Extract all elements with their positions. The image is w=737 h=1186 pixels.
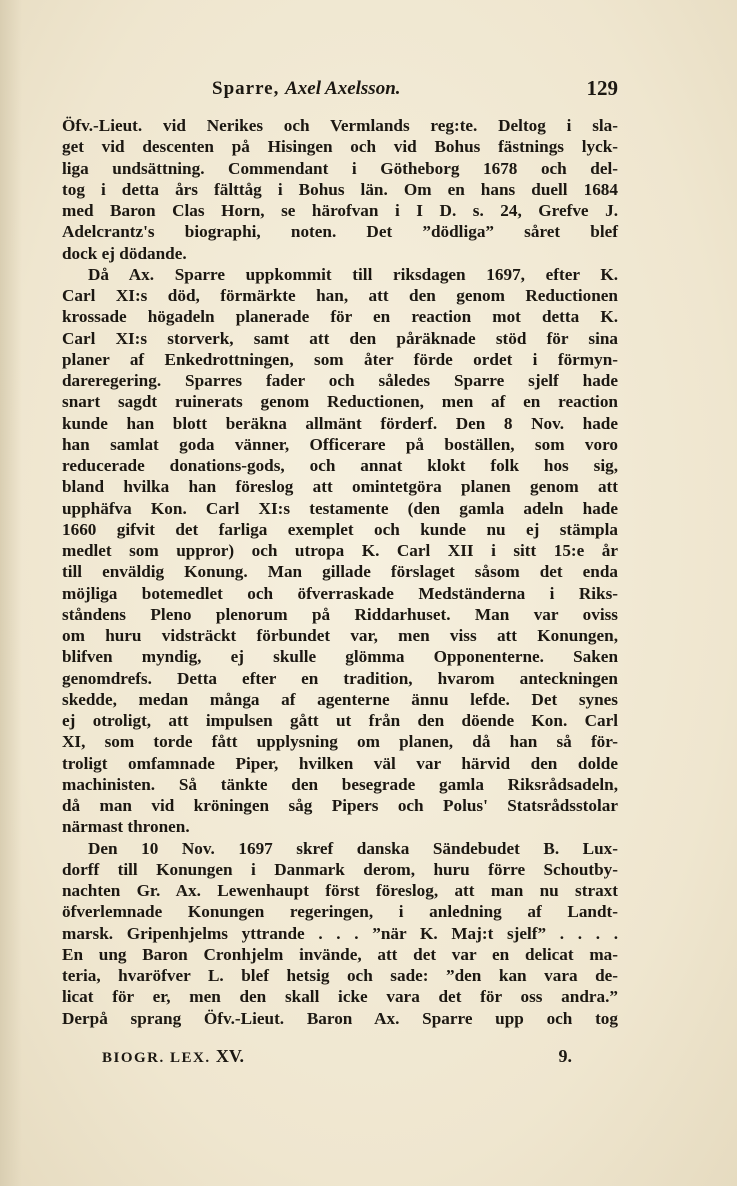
text-line: liga undsättning. Commendant i Götheborg 1678 och del- [62,158,618,178]
text-line: get vid descenten på Hisingen och vid Bohus fästnings lyck- [62,137,618,157]
text-line: dorff till Konungen i Danmark derom, huru förre Schoutby- [62,859,618,879]
text-line: kunde han blott beräkna allmänt förderf. Den 8 Nov. hade [62,413,618,433]
text-line: bland hvilka han föreslog att omintetgöra planen genom att [62,477,618,497]
page-gutter-shadow [0,0,22,1186]
text-line: dareregering. Sparres fader och således Sparre sjelf hade [62,371,618,390]
text-line: medlet som uppror) och utropa K. Carl XII i sitt 15:e år [62,541,618,560]
text-line: Adelcrantz's biographi, noten. Det ”dödliga” såret blef [62,222,618,242]
text-line: tog i detta års fälttåg i Bohus län. Om en hans duell 1684 [62,179,618,199]
text-line: blifven myndig, ej skulle glömma Opponenterne. Saken [62,647,618,667]
running-head-given-names: Axel Axelsson. [285,78,401,99]
signature-label: BIOGR. LEX. [102,1050,211,1066]
text-line: ej otroligt, att impulsen gått ut från den döende Kon. Carl [62,711,618,730]
text-line: skedde, medan många af agenterne ännu lefde. Det synes [62,689,618,709]
text-line: han samlat goda vänner, Officerare på boställen, som voro [62,434,618,454]
running-head [212,78,401,100]
text-line: Då Ax. Sparre uppkommit till riksdagen 1697, efter K. [88,264,618,284]
text-line: till enväldig Konung. Man gillade förslaget såsom det enda [62,562,618,582]
text-line: machinisten. Så tänkte den besegrade gamla Riksrådsadeln, [62,774,618,794]
text-line: om huru vidsträckt förbundet var, men viss att Konungen, [62,626,618,645]
text-line: ståndens Pleno plenorum på Riddarhuset. Man var oviss [62,604,618,624]
text-line: öfverlemnade Konungen regeringen, i anledning af Landt- [62,902,618,922]
text-line: då man vid kröningen såg Pipers och Polus' Statsrådsstolar [62,796,618,815]
running-head-surname: Sparre, [212,78,280,99]
text-line: Den 10 Nov. 1697 skref danska Sändebudet B. Lux- [88,838,618,858]
text-line: marsk. Gripenhjelms yttrande . . . ”när K. Maj:t sjelf” . . . . [62,923,618,943]
text-line: genomdrefs. Detta efter en tradition, hvarom anteckningen [62,668,618,688]
text-line: nachten Gr. Ax. Lewenhaupt först föreslog, att man nu straxt [62,881,618,900]
volume-number: XV. [215,1046,245,1066]
text-line: möjliga botemedlet och öfverraskade Medständerna i Riks- [62,583,618,603]
text-line: licat för er, men den skall icke vara det för oss andra.” [62,987,618,1007]
text-line: Carl XI:s storverk, samt att den påräknade stöd för sina [62,328,618,348]
text-line: med Baron Clas Horn, se härofvan i I D. s. 24, Grefve J. [62,201,618,220]
sheet-number: 9. [558,1046,572,1066]
text-line: troligt omfamnade Piper, hvilken väl var härvid den dolde [62,753,618,773]
text-line: 1660 gifvit det farliga exemplet och kunde nu ej stämpla [62,519,618,539]
text-line: snart sagdt ruinerats genom Reductionen, men af en reaction [62,392,618,412]
text-line: krossade högadeln planerade för en reaction mot detta K. [62,307,618,327]
text-line: XI, som torde fått upplysning om planen, då han så för- [62,732,618,752]
text-line: planer af Enkedrottningen, som åter förde ordet i förmyn- [62,349,618,369]
text-line: närmast thronen. [62,817,190,837]
body-text [62,115,618,1029]
text-line: Derpå sprang Öfv.-Lieut. Baron Ax. Sparre upp och tog [62,1008,618,1028]
page-header [62,74,622,104]
text-line: upphäfva Kon. Carl XI:s testamente (den gamla adeln hade [62,498,618,518]
text-line: teria, hvaröfver L. blef hetsig och sade: ”den kan vara de- [62,966,618,985]
page-number: 129 [586,76,618,100]
text-line: En ung Baron Cronhjelm invände, att det var en delicat ma- [62,944,618,964]
text-line: reducerade donations-gods, och annat klokt folk hos sig, [62,456,618,475]
text-line: Öfv.-Lieut. vid Nerikes och Vermlands reg:te. Deltog i sla- [62,116,618,135]
signature-mark [102,1046,244,1067]
text-line: dock ej dödande. [62,243,187,263]
text-line: Carl XI:s död, förmärkte han, att den genom Reductionen [62,286,618,305]
page-footer [102,1046,572,1072]
